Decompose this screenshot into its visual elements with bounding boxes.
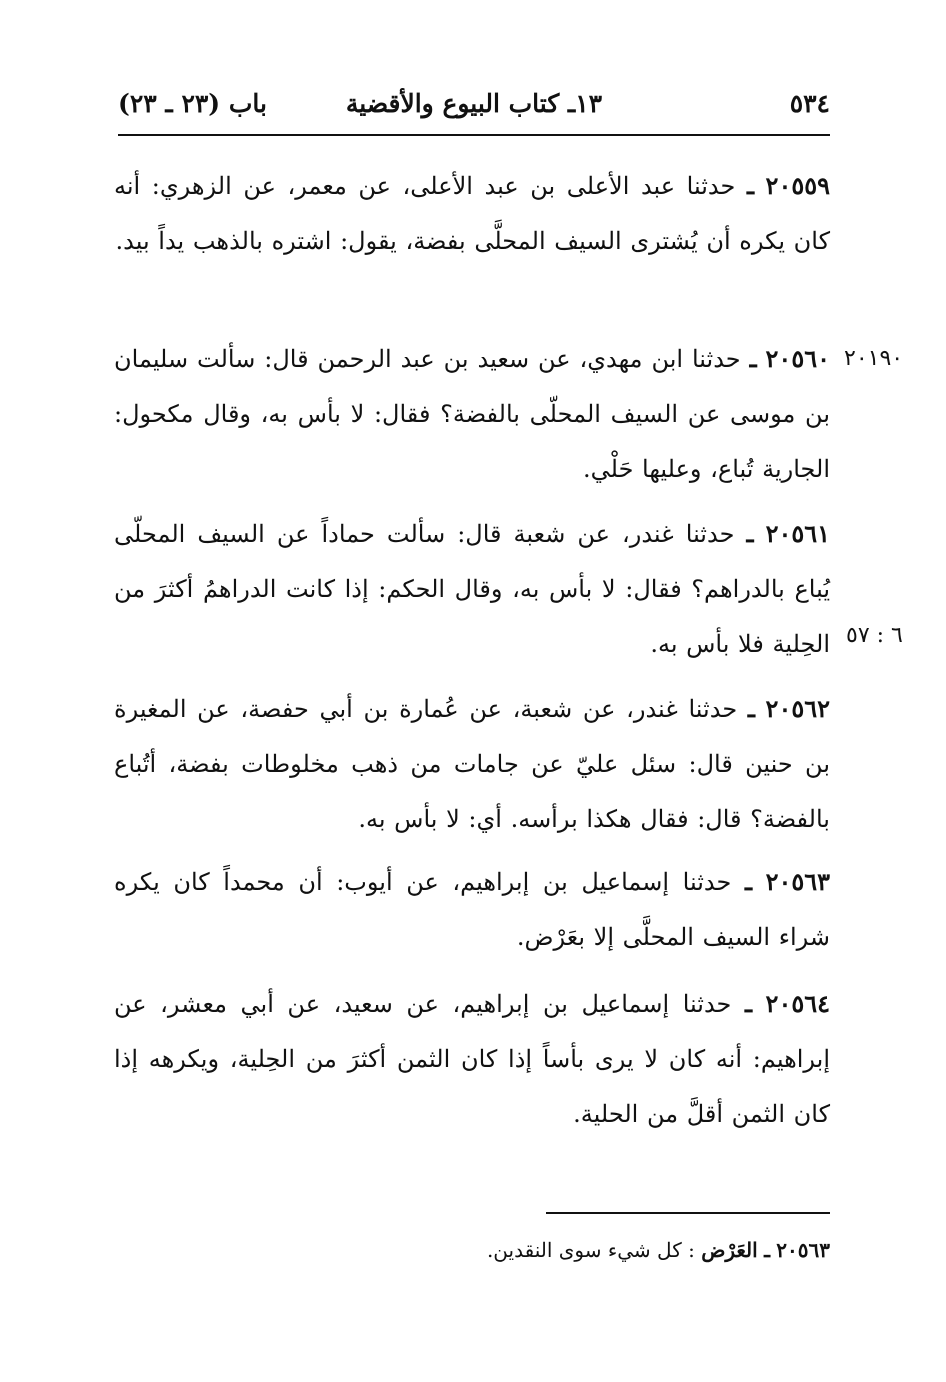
hadith-dash: ـ [744, 989, 752, 1018]
hadith-text: حدثنا غندر، عن شعبة، عن عُمارة بن أبي حفصة، عن المغيرة بن حنين قال: سئل عليّ عن جامات من ذهب مخلوطات بفضة، أتُباع بالفضة؟ قال: فقال هكذا برأسه. أي: لا بأس به. [114, 695, 830, 833]
hadith-number: ٢٠٥٦٠ [765, 344, 830, 373]
hadith-text: حدثنا إسماعيل بن إبراهيم، عن أيوب: أن محمداً كان يكره شراء السيف المحلَّى إلا بعَرْض. [114, 868, 830, 951]
hadith-dash: ـ [749, 344, 757, 373]
hadith-dash: ـ [747, 694, 755, 723]
hadith-20560 [114, 331, 830, 497]
header-rule [118, 134, 830, 136]
hadith-dash: ـ [746, 519, 754, 548]
hadith-20564 [114, 976, 830, 1142]
hadith-20561 [114, 506, 830, 672]
hadith-20562 [114, 681, 830, 847]
hadith-dash: ـ [746, 171, 754, 200]
hadith-number: ٢٠٥٦١ [765, 519, 831, 548]
footnote-dash: ـ [764, 1238, 770, 1262]
hadith-20563 [114, 854, 830, 965]
footnote-term: العَرْض [701, 1238, 758, 1262]
hadith-number: ٢٠٥٦٣ [765, 867, 831, 896]
book-title: ١٣ـ كتاب البيوع والأقضية [345, 89, 603, 118]
hadith-20559 [114, 158, 830, 269]
hadith-number: ٢٠٥٥٩ [765, 171, 830, 200]
footnote-definition: : كل شيء سوى النقدين. [486, 1238, 695, 1262]
hadith-number: ٢٠٥٦٤ [765, 989, 830, 1018]
margin-note-ref: ٢٠١٩٠ [844, 346, 904, 371]
footnote-separator [546, 1212, 830, 1214]
hadith-text: حدثنا غندر، عن شعبة قال: سألت حماداً عن السيف المحلّى يُباع بالدراهم؟ فقال: لا بأس به، وقال الحكم: إذا كانت الدراهمُ أكثرَ من الحِلية فلا بأس به. [114, 520, 830, 658]
page-number: ٥٣٤ [789, 89, 830, 118]
page-header [118, 86, 830, 126]
hadith-text: حدثنا ابن مهدي، عن سعيد بن عبد الرحمن قال: سألت سليمان بن موسى عن السيف المحلّى بالفضة؟ فقال: لا بأس به، وقال مكحول: الجارية تُباع، وعليها حَلْي. [114, 345, 830, 483]
margin-note-volume: ٦ : ٥٧ [846, 623, 903, 648]
hadith-dash: ـ [744, 867, 752, 896]
footnote [300, 1230, 830, 1270]
hadith-number: ٢٠٥٦٢ [765, 694, 830, 723]
hadith-text: حدثنا إسماعيل بن إبراهيم، عن سعيد، عن أبي معشر، عن إبراهيم: أنه كان لا يرى بأساً إذا كان الثمن أكثرَ من الحِلية، ويكرهه إذا كان الثمن أقلَّ من الحلية. [114, 990, 830, 1128]
chapter-reference: باب (٢٣ ـ ٢٣) [118, 89, 267, 118]
footnote-number: ٢٠٥٦٣ [776, 1238, 830, 1262]
hadith-text: حدثنا عبد الأعلى بن عبد الأعلى، عن معمر، عن الزهري: أنه كان يكره أن يُشترى السيف المحلَّى بفضة، يقول: اشتره بالذهب يداً بيد. [114, 172, 830, 255]
